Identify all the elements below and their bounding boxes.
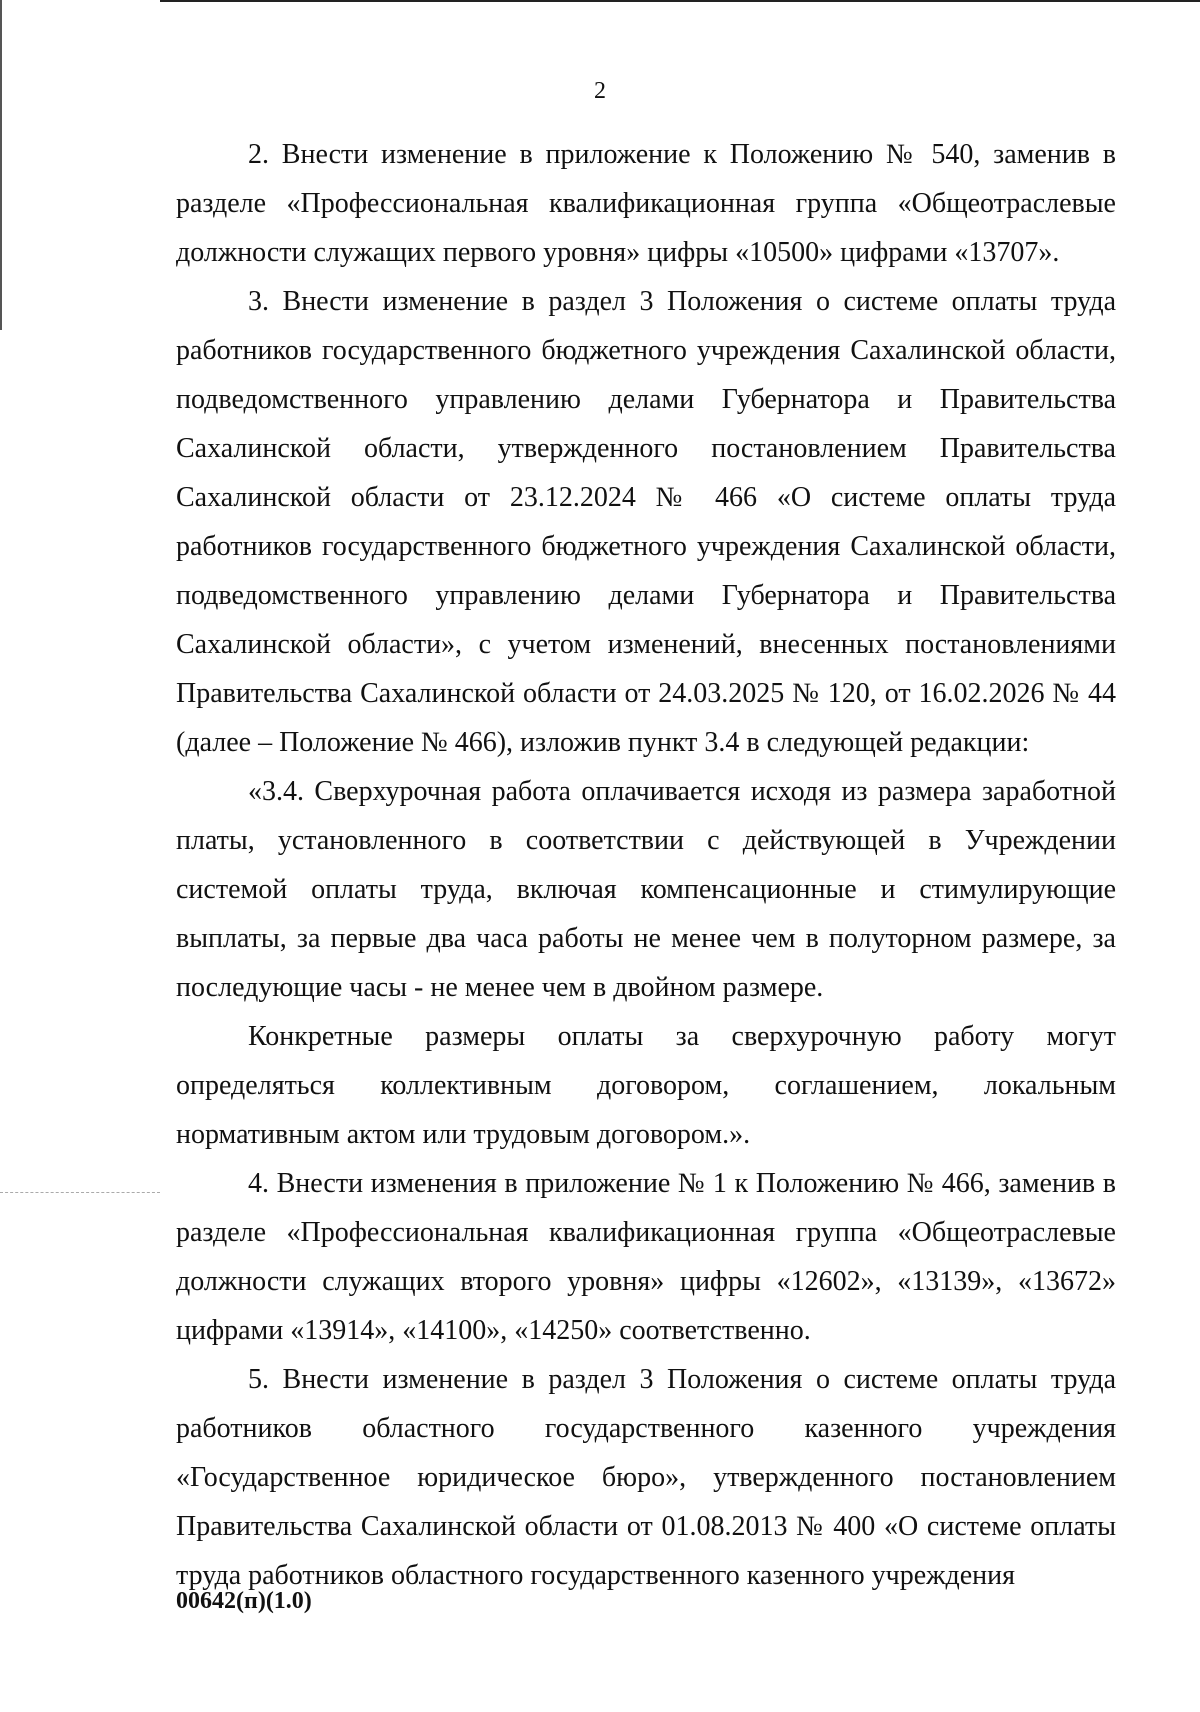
- document-body: [176, 130, 1116, 1600]
- paragraph-quoted-3-4: «3.4. Сверхурочная работа оплачивается исходя из размера заработной платы, установленного в соответствии с действующей в Учреждении системой оплаты труда, включая компенсационные и стимулирующие выплаты, за первые два часа работы не менее чем в полуторном размере, за последующие часы - не менее чем в двойном размере.: [176, 776, 1116, 1003]
- page-number: 2: [594, 78, 606, 104]
- scan-top-border: [160, 0, 1200, 2]
- paragraph-item-3: 3. Внести изменение в раздел 3 Положения о системе оплаты труда работников государственного бюджетного учреждения Сахалинской области, подведомственного управлению делами Губернатора и Правительства Сахалинской области, утвержденного постановлением Правительства Сахалинской области от 23.12.2024 № 466 «О системе оплаты труда работников государственного бюджетного учреждения Сахалинской области, подведомственного управлению делами Губернатора и Правительства Сахалинской области», с учетом изменений, внесенных постановлениями Правительства Сахалинской области от 24.03.2025 № 120, от 16.02.2026 № 44 (далее – Положение № 466), изложив пункт 3.4 в следующей редакции:: [176, 286, 1116, 758]
- document-code: 00642(п)(1.0): [176, 1588, 312, 1614]
- paragraph-item-4: 4. Внести изменения в приложение № 1 к Положению № 466, заменив в разделе «Профессиональная квалификационная группа «Общеотраслевые должности служащих второго уровня» цифры «12602», «13139», «13672» цифрами «13914», «14100», «14250» соответственно.: [176, 1168, 1116, 1346]
- paragraph-item-2: 2. Внести изменение в приложение к Положению № 540, заменив в разделе «Профессиональная квалификационная группа «Общеотраслевые должности служащих первого уровня» цифры «10500» цифрами «13707».: [176, 139, 1116, 268]
- paragraph-overtime-sizes: Конкретные размеры оплаты за сверхурочную работу могут определяться коллективным договором, соглашением, локальным нормативным актом или трудовым договором.».: [176, 1021, 1116, 1150]
- paragraph-item-5: 5. Внести изменение в раздел 3 Положения о системе оплаты труда работников областного государственного казенного учреждения «Государственное юридическое бюро», утвержденного постановлением Правительства Сахалинской области от 01.08.2013 № 400 «О системе оплаты труда работников областного государственного казенного учреждения: [176, 1364, 1116, 1591]
- scan-speck: [0, 1192, 160, 1194]
- scan-left-border: [0, 0, 2, 330]
